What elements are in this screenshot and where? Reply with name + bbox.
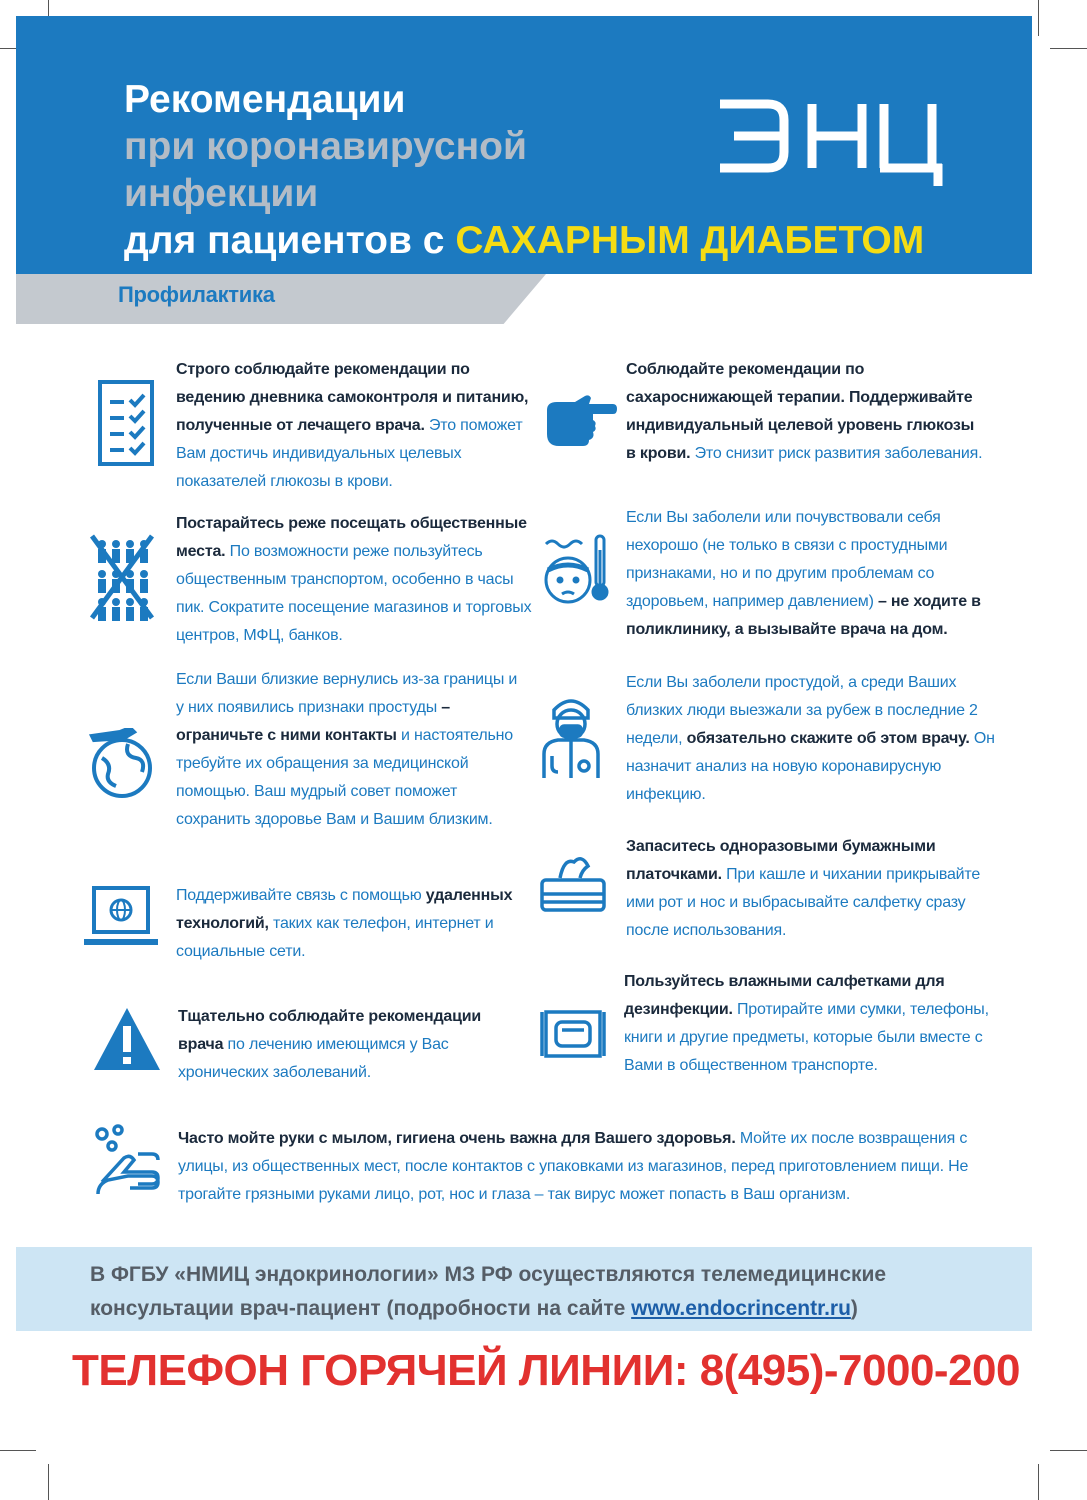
crop-mark [1050,48,1087,49]
left-item-3-text1: Если Ваши близкие вернулись из-за границы и у них появились признаки простуды [176,671,518,716]
checklist-icon [98,380,154,471]
right-item-3-text1: Если Вы заболели простудой, а среди Ваших близких люди выезжали за рубеж в последние 2 недели, [626,674,978,747]
title-line-3: инфекции [124,172,319,215]
left-item-1-text: Это поможет Вам достичь индивидуальных целевых показателей глюкозы в крови. [176,417,523,490]
crowd-crossed-icon [88,532,156,627]
right-item-4-bold: Запаситесь одноразовыми бумажными платочками. [626,838,936,883]
hotline-phone: ТЕЛЕФОН ГОРЯЧЕЙ ЛИНИИ: 8(495)-7000-200 [72,1346,1020,1395]
right-item-1 [626,356,988,468]
crop-mark [1038,0,1039,36]
right-item-3 [626,669,1004,809]
globe-plane-icon [88,728,156,805]
bottom-item [178,1125,1018,1209]
title-line-4-prefix: для пациентов с [124,219,456,262]
footer-line-2 [90,1292,886,1326]
footer-line-1: В ФГБУ «НМИЦ эндокринологии» МЗ РФ осуществляются телемедицинские [90,1263,887,1286]
left-item-3 [176,666,521,834]
sick-person-thermometer-icon [540,530,612,625]
right-item-4-text: При кашле и чихании прикрывайте ими рот и нос и выбрасывайте салфетку сразу после использования. [626,866,981,939]
pointing-hand-icon [545,392,617,461]
left-item-5-text: по лечению имеющимся у Вас хронических заболеваний. [178,1036,449,1081]
footer-text [90,1258,886,1326]
right-item-2-text: Если Вы заболели или почувствовали себя нехорошо (не только в связи с простудными признаками, но и по другим проблемам со здоровьем, например давлением) [626,509,948,610]
warning-icon [92,1006,162,1077]
footer-line-2-prefix: консультации врач-пациент (подробности на сайте [90,1297,632,1320]
tissue-box-icon [538,856,608,921]
enc-logo [716,94,946,191]
right-item-5 [624,968,994,1080]
left-item-5 [178,1003,493,1087]
left-item-3-text2: и настоятельно требуйте их обращения за медицинской помощью. Ваш мудрый совет поможет сохранить здоровье Вам и Вашим близким. [176,727,513,828]
footer-line-2-suffix: ) [850,1297,858,1320]
left-item-2-text: По возможности реже пользуйтесь общественным транспортом, особенно в часы пик. Сократите посещение магазинов и торговых центров, МФЦ, банков. [176,543,532,644]
bottom-item-text: Мойте их после возвращения с улицы, из общественных мест, после контактов с упаковками из магазинов, перед приготовлением пищи. Не трогайте грязными руками лицо, рот, нос и глаза – так вирус может попасть в Ваш организм. [178,1130,969,1203]
title-line-1: Рекомендации [124,78,406,121]
right-item-2-bold: – не ходите в поликлинику, а вызывайте врача на дом. [626,593,981,638]
doctor-icon [538,694,604,785]
right-item-3-bold: обязательно скажите об этом врачу. [686,730,970,747]
crop-mark [0,1450,36,1451]
right-item-1-text: Это снизит риск развития заболевания. [690,445,983,462]
right-item-2 [626,504,1004,644]
header-banner [16,16,1032,274]
bottom-item-bold: Часто мойте руки с мылом, гигиена очень важна для Вашего здоровья. [178,1130,736,1147]
left-item-4 [176,882,526,966]
left-item-1-bold: Строго соблюдайте рекомендации по ведению дневника самоконтроля и питанию, полученные от лечащего врача. [176,361,529,434]
wet-wipes-icon [540,1006,606,1067]
title-line-4 [124,217,924,264]
title-line-2: при коронавирусной [124,125,527,168]
left-item-4-text2: таких как телефон, интернет и социальные сети. [176,915,494,960]
right-item-4 [626,833,1004,945]
crop-mark [1050,1450,1087,1451]
left-item-2-bold: Постарайтесь реже посещать общественные места. [176,515,527,560]
laptop-icon [84,886,158,953]
website-link[interactable]: www.endocrincentr.ru [631,1297,851,1320]
right-item-5-text: Протирайте ими сумки, телефоны, книги и другие предметы, которые были вместе с Вами в общественном транспорте. [624,1001,989,1074]
left-item-3-bold: – ограничьте с ними контакты [176,699,450,744]
left-item-4-text1: Поддерживайте связь с помощью [176,887,426,904]
section-band [16,274,546,324]
crop-mark [1038,1464,1039,1500]
handwash-icon [92,1124,164,1205]
left-item-1 [176,356,536,496]
right-item-3-text2: Он назначит анализ на новую коронавирусную инфекцию. [626,730,995,803]
right-item-5-bold: Пользуйтесь влажными салфетками для дезинфекции. [624,973,945,1018]
section-title: Профилактика [118,282,275,307]
title-highlight: САХАРНЫМ ДИАБЕТОМ [455,219,925,262]
left-item-5-bold: Тщательно соблюдайте рекомендации врача [178,1008,482,1053]
left-item-4-bold: удаленных технологий, [176,887,513,932]
crop-mark [48,1464,49,1500]
right-item-1-bold: Соблюдайте рекомендации по сахароснижающей терапии. Поддерживайте индивидуальный целевой уровень глюкозы в крови. [626,361,975,462]
left-item-2 [176,510,536,650]
